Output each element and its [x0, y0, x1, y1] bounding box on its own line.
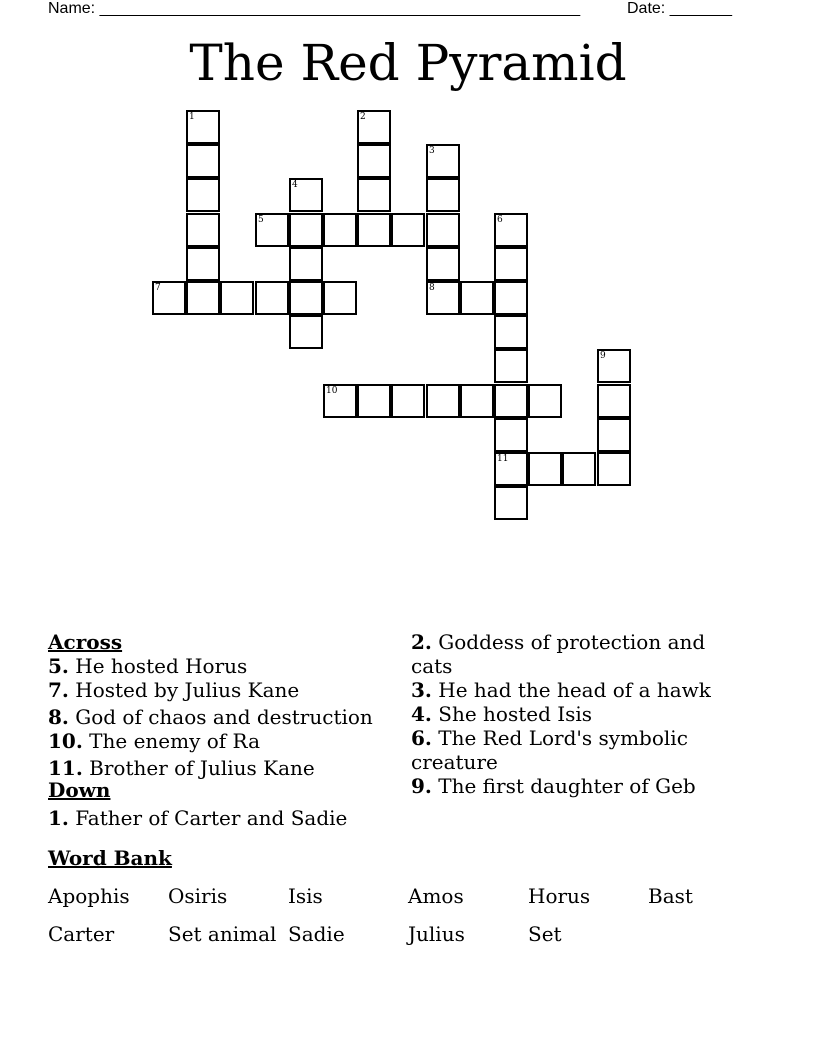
clue-number: 9	[600, 351, 606, 361]
word-bank-item: Amos	[408, 884, 464, 908]
crossword-cell[interactable]	[426, 281, 460, 315]
crossword-cell[interactable]	[152, 281, 186, 315]
clue-number: 8	[429, 283, 435, 293]
clue-down-9: 9. The first daughter of Geb	[411, 774, 696, 798]
clue-across-5: 5. He hosted Horus	[48, 654, 248, 678]
crossword-cell[interactable]	[357, 384, 391, 418]
crossword-cell[interactable]	[323, 384, 357, 418]
crossword-cell[interactable]	[460, 384, 494, 418]
clue-number: 10	[326, 386, 338, 396]
crossword-cell[interactable]	[426, 247, 460, 281]
crossword-cell[interactable]	[289, 247, 323, 281]
crossword-cell[interactable]	[391, 384, 425, 418]
crossword-cell[interactable]	[494, 281, 528, 315]
name-field: Name: ______________________________________________________	[48, 0, 581, 17]
clue-number: 2	[360, 112, 366, 122]
crossword-cell[interactable]	[289, 178, 323, 212]
crossword-cell[interactable]	[494, 315, 528, 349]
crossword-cell[interactable]	[323, 281, 357, 315]
crossword-cell[interactable]	[357, 110, 391, 144]
crossword-cell[interactable]	[357, 178, 391, 212]
clue-across-10: 10. The enemy of Ra	[48, 729, 260, 753]
date-field: Date: _______	[627, 0, 732, 17]
clue-across-7: 7. Hosted by Julius Kane	[48, 678, 300, 702]
word-bank-item: Isis	[288, 884, 323, 908]
crossword-cell[interactable]	[597, 349, 631, 383]
word-bank-item: Set	[528, 922, 562, 946]
clue-number: 11	[497, 454, 509, 464]
word-bank-item: Horus	[528, 884, 591, 908]
page-title: The Red Pyramid	[189, 34, 627, 92]
crossword-cell[interactable]	[494, 247, 528, 281]
crossword-cell[interactable]	[357, 213, 391, 247]
crossword-cell[interactable]	[494, 486, 528, 520]
across-heading: Across	[48, 630, 123, 654]
word-bank-heading: Word Bank	[48, 846, 172, 870]
clue-down-4: 4. She hosted Isis	[411, 702, 593, 726]
crossword-cell[interactable]	[289, 281, 323, 315]
crossword-cell[interactable]	[357, 144, 391, 178]
clue-down-2: 2. Goddess of protection and cats	[411, 630, 706, 678]
crossword-cell[interactable]	[426, 384, 460, 418]
crossword-cell[interactable]	[597, 418, 631, 452]
crossword-cell[interactable]	[597, 384, 631, 418]
crossword-cell[interactable]	[426, 213, 460, 247]
crossword-cell[interactable]	[494, 349, 528, 383]
clue-number: 5	[258, 215, 264, 225]
crossword-cell[interactable]	[597, 452, 631, 486]
crossword-cell[interactable]	[562, 452, 596, 486]
crossword-cell[interactable]	[494, 213, 528, 247]
clue-column-right	[411, 630, 731, 798]
word-bank-item: Set animal	[168, 922, 277, 946]
crossword-cell[interactable]	[426, 144, 460, 178]
clue-number: 7	[155, 283, 161, 293]
clue-across-11: 11. Brother of Julius Kane	[48, 756, 315, 780]
crossword-cell[interactable]	[426, 178, 460, 212]
crossword-cell[interactable]	[220, 281, 254, 315]
crossword-cell[interactable]	[391, 213, 425, 247]
crossword-cell[interactable]	[323, 213, 357, 247]
clue-across-8: 8. God of chaos and destruction	[48, 705, 373, 729]
crossword-cell[interactable]	[186, 247, 220, 281]
crossword-cell[interactable]	[494, 452, 528, 486]
clue-down-6: 6. The Red Lord's symbolic creature	[411, 726, 688, 774]
clue-number: 4	[292, 180, 298, 190]
clue-column-left	[48, 630, 398, 830]
crossword-cell[interactable]	[494, 418, 528, 452]
crossword-cell[interactable]	[255, 281, 289, 315]
crossword-cell[interactable]	[186, 213, 220, 247]
clue-number: 1	[189, 112, 195, 122]
crossword-cell[interactable]	[460, 281, 494, 315]
word-bank-item: Carter	[48, 922, 115, 946]
word-bank-item: Apophis	[48, 884, 130, 908]
crossword-cell[interactable]	[186, 144, 220, 178]
crossword-cell[interactable]	[494, 384, 528, 418]
word-bank-item: Osiris	[168, 884, 228, 908]
crossword-cell[interactable]	[255, 213, 289, 247]
word-bank-item: Bast	[648, 884, 693, 908]
crossword-cell[interactable]	[186, 110, 220, 144]
crossword-cell[interactable]	[289, 315, 323, 349]
crossword-cell[interactable]	[289, 213, 323, 247]
word-bank-item: Sadie	[288, 922, 345, 946]
clue-number: 6	[497, 215, 503, 225]
word-bank-item: Julius	[408, 922, 465, 946]
crossword-cell[interactable]	[528, 452, 562, 486]
clue-number: 3	[429, 146, 435, 156]
crossword-cell[interactable]	[528, 384, 562, 418]
clue-down-3: 3. He had the head of a hawk	[411, 678, 711, 702]
down-heading: Down	[48, 778, 111, 802]
crossword-cell[interactable]	[186, 281, 220, 315]
crossword-cell[interactable]	[186, 178, 220, 212]
clue-down-1: 1. Father of Carter and Sadie	[48, 806, 348, 830]
